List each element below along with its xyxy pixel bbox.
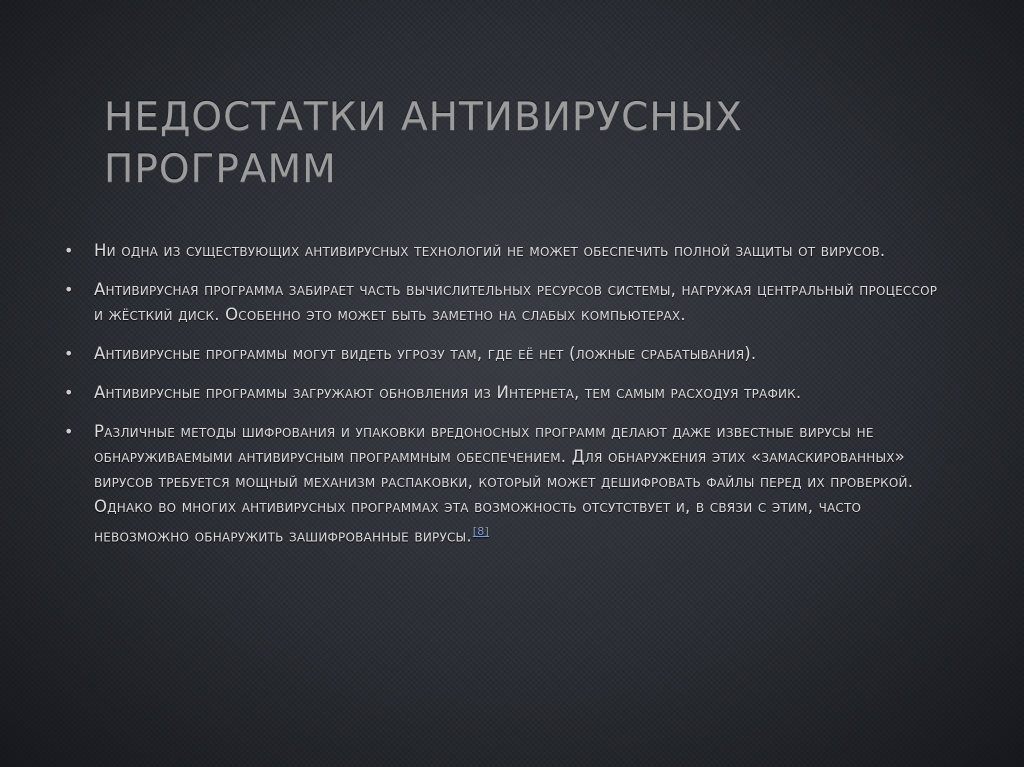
bullet-dot-icon: • bbox=[64, 344, 74, 363]
bullet-item bbox=[62, 341, 942, 366]
reference-link[interactable]: [8] bbox=[472, 525, 489, 538]
bullet-text: Антивирусная программа забирает часть вычислительных ресурсов системы, нагружая центральный процессор и жёсткий диск. Особенно это может быть заметно на слабых компьютерах. bbox=[94, 280, 938, 324]
bullet-text: Антивирусные программы загружают обновления из Интернета, тем самым расходуя трафик. bbox=[94, 383, 802, 402]
bullet-text: Различные методы шифрования и упаковки вредоносных программ делают даже известные вирусы не обнаруживаемыми антивирусным программным обеспечением. Для обнаружения этих «замаскированных» вирусов требуется мощный механизм распаковки, который может дешифровать файлы перед их проверкой. Однако во многих антивирусных программах эта возможность отсутствует и, в связи с этим, часто невозможно обнаружить зашифрованные вирусы. bbox=[94, 422, 914, 546]
bullet-text: Антивирусные программы могут видеть угрозу там, где её нет (ложные срабатывания). bbox=[94, 344, 757, 363]
bullet-text: Ни одна из существующих антивирусных технологий не может обеспечить полной защиты от вирусов. bbox=[94, 241, 886, 260]
bullet-item bbox=[62, 277, 942, 327]
bullet-item bbox=[62, 380, 942, 405]
bullet-dot-icon: • bbox=[64, 383, 74, 402]
bullet-item bbox=[62, 238, 942, 263]
bullet-item bbox=[62, 419, 942, 549]
bullet-dot-icon: • bbox=[64, 422, 74, 441]
bullet-dot-icon: • bbox=[64, 241, 74, 260]
bullet-list bbox=[62, 238, 942, 563]
bullet-dot-icon: • bbox=[64, 280, 74, 299]
slide-title: НЕДОСТАТКИ АНТИВИРУСНЫХ ПРОГРАММ bbox=[104, 95, 743, 192]
